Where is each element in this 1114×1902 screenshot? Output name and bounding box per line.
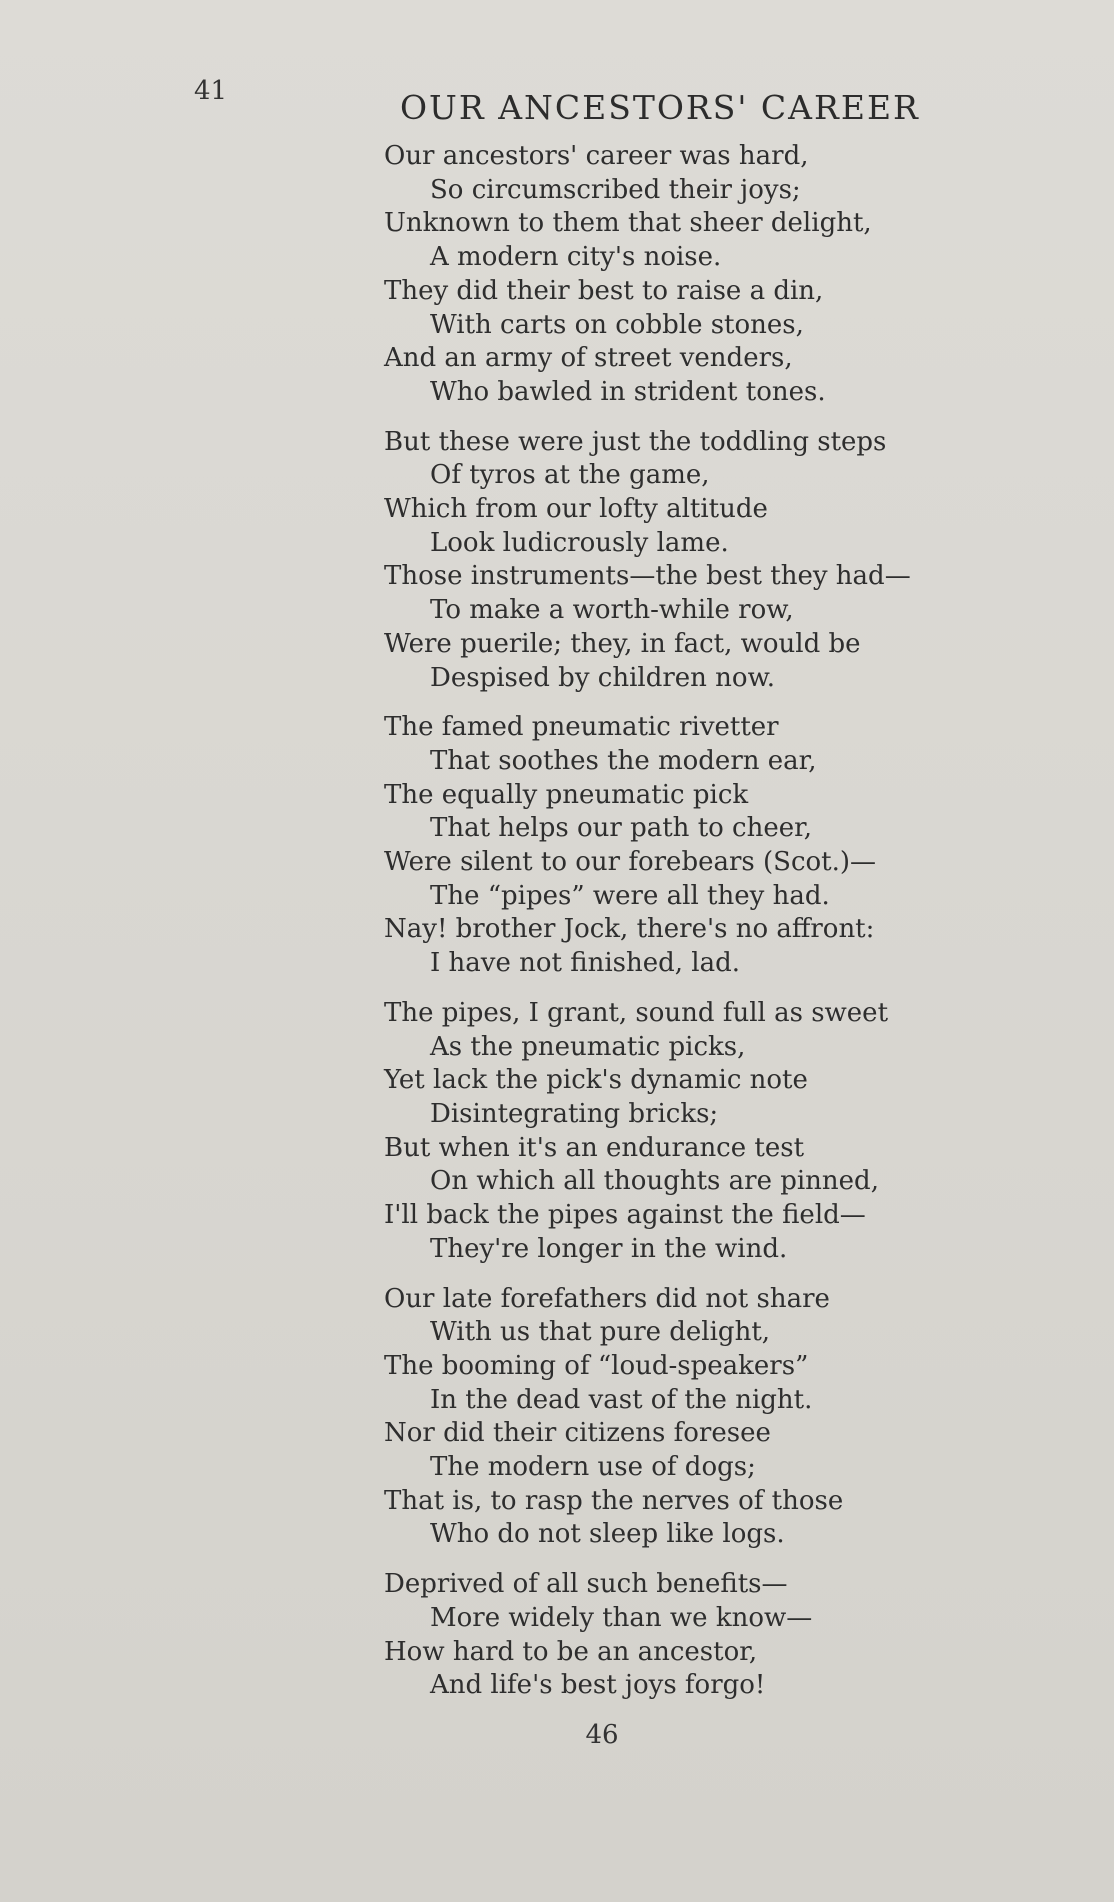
poem-line: Our ancestors' career was hard, xyxy=(384,141,809,171)
poem-line: That soothes the modern ear, xyxy=(430,745,817,776)
poem-line: And an army of street venders, xyxy=(384,343,793,374)
poem-line: On which all thoughts are pinned, xyxy=(430,1166,879,1197)
poem-line: How hard to be an ancestor, xyxy=(384,1636,758,1667)
page-number-bottom: 46 xyxy=(585,1720,619,1750)
poem-line: They did their best to raise a din, xyxy=(384,275,824,306)
poem-line: So circumscribed their joys; xyxy=(430,174,801,205)
poem-line: But these were just the toddling steps xyxy=(384,426,887,457)
poem-line: More widely than we know— xyxy=(430,1602,813,1633)
stanza xyxy=(384,711,944,981)
poem-line: In the dead vast of the night. xyxy=(430,1384,813,1415)
stanza xyxy=(384,426,944,696)
poem-line: Despised by children now. xyxy=(430,662,776,693)
poem-line: Of tyros at the game, xyxy=(430,460,710,491)
poem-line: The booming of “loud-speakers” xyxy=(384,1350,809,1381)
poem-line: And life's best joys forgo! xyxy=(430,1670,766,1701)
poem-line: Our late forefathers did not share xyxy=(384,1283,830,1314)
poem-line: Disintegrating bricks; xyxy=(430,1098,719,1129)
poem-line: The “pipes” were all they had. xyxy=(430,880,830,911)
poem-line: Deprived of all such benefits— xyxy=(384,1569,788,1600)
poem-body xyxy=(384,140,944,1719)
poem-line: That is, to rasp the nerves of those xyxy=(384,1485,844,1516)
poem-line: That helps our path to cheer, xyxy=(430,813,812,844)
poem-line: Look ludicrously lame. xyxy=(430,527,729,558)
poem-line: Those instruments—the best they had— xyxy=(384,561,911,592)
poem-line: Yet lack the pick's dynamic note xyxy=(384,1065,808,1096)
page-number-top: 41 xyxy=(194,76,228,106)
poem-line: The equally pneumatic pick xyxy=(384,779,749,810)
poem-line: Unknown to them that sheer delight, xyxy=(384,208,872,239)
poem-line: Were silent to our forebears (Scot.)— xyxy=(384,847,877,878)
poem-line: I have not finished, lad. xyxy=(430,948,741,979)
poem-line: The famed pneumatic rivetter xyxy=(384,712,779,743)
stanza xyxy=(384,1283,944,1553)
poem-line: To make a worth-while row, xyxy=(430,595,794,626)
poem-line: Which from our lofty altitude xyxy=(384,494,768,525)
poem-line: With us that pure delight, xyxy=(430,1317,771,1348)
poem-title: OUR ANCESTORS' CAREER xyxy=(400,88,920,127)
poem-line: Who bawled in strident tones. xyxy=(430,376,826,407)
stanza xyxy=(384,997,944,1267)
poem-line: Who do not sleep like logs. xyxy=(430,1519,785,1550)
poem-line: I'll back the pipes against the field— xyxy=(384,1200,866,1231)
poem-line: Nor did their citizens foresee xyxy=(384,1418,771,1449)
poem-line: The modern use of dogs; xyxy=(430,1452,756,1483)
poem-line: Were puerile; they, in fact, would be xyxy=(384,628,861,659)
poem-line: They're longer in the wind. xyxy=(430,1233,788,1264)
poem-line: Nay! brother Jock, there's no affront: xyxy=(384,914,875,945)
poem-line: As the pneumatic picks, xyxy=(430,1031,746,1062)
poem-line: A modern city's noise. xyxy=(430,242,722,273)
poem-line: But when it's an endurance test xyxy=(384,1132,805,1163)
stanza xyxy=(384,140,944,410)
stanza xyxy=(384,1568,944,1703)
poem-line: With carts on cobble stones, xyxy=(430,309,804,340)
poem-line: The pipes, I grant, sound full as sweet xyxy=(384,997,889,1028)
